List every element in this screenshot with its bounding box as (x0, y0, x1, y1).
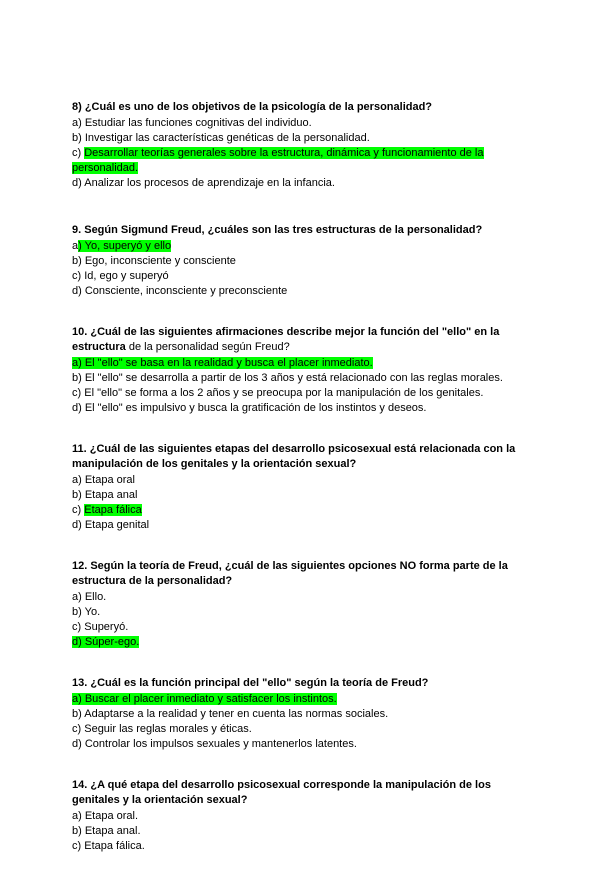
option-text: Etapa fálica. (84, 840, 145, 852)
question-title (72, 676, 532, 691)
option-text: Ego, inconsciente y consciente (84, 255, 236, 267)
answer-option (72, 620, 532, 635)
answer-option-correct (72, 356, 532, 371)
option-prefix: c) (72, 270, 85, 282)
option-prefix: a) (72, 474, 85, 486)
question-title-text: 8) ¿Cuál es uno de los objetivos de la psicología de la personalidad? (72, 101, 433, 113)
option-text: Etapa oral. (84, 810, 139, 822)
answer-option (72, 284, 532, 299)
question-title (72, 325, 532, 355)
highlighted-answer-text: a) El "ello" se basa en la realidad y busca el placer inmediato. (72, 357, 373, 369)
answer-option (72, 839, 532, 854)
question-title-text: 13. ¿Cuál es la función principal del "ello" según la teoría de Freud? (72, 677, 429, 689)
option-prefix: b) (72, 132, 85, 144)
option-text: Estudiar las funciones cognitivas del individuo. (84, 117, 312, 129)
question-title-text: 10. ¿Cuál de las siguientes afirmaciones describe mejor la función del "ello" en la estructura (72, 326, 500, 353)
option-prefix: a (72, 240, 79, 252)
option-text: Controlar los impulsos sexuales y mantenerlos latentes. (84, 738, 357, 750)
option-prefix: a) (72, 117, 85, 129)
option-prefix: b) (72, 606, 85, 618)
option-text: Etapa anal. (84, 825, 141, 837)
option-text: Ello. (84, 591, 107, 603)
question-list (72, 100, 532, 880)
option-text: Consciente, inconsciente y preconsciente (84, 285, 288, 297)
option-prefix: d) (72, 285, 85, 297)
option-prefix: a) (72, 810, 85, 822)
option-prefix: b) (72, 825, 85, 837)
option-prefix: c) (72, 147, 85, 159)
answer-option (72, 401, 532, 416)
option-text: Investigar las características genéticas de la personalidad. (84, 132, 370, 144)
answer-option (72, 473, 532, 488)
option-text: Adaptarse a la realidad y tener en cuenta las normas sociales. (84, 708, 389, 720)
answer-option-correct (72, 692, 532, 707)
question-title-text: 14. ¿A qué etapa del desarrollo psicosexual corresponde la manipulación de los genitales y la orientación sexual? (72, 779, 491, 806)
highlighted-answer-text: d) Súper-ego. (72, 636, 140, 648)
question-block (72, 559, 532, 650)
option-prefix: c) (72, 723, 85, 735)
highlighted-answer-text: ) Yo, superyó y ello (78, 240, 172, 252)
answer-option (72, 131, 532, 146)
question-title (72, 559, 532, 589)
option-text: El "ello" se desarrolla a partir de los 3 años y está relacionado con las reglas morales. (84, 372, 503, 384)
answer-option (72, 176, 532, 191)
answer-option (72, 605, 532, 620)
option-text: Yo. (84, 606, 101, 618)
question-block (72, 223, 532, 299)
question-title-tail: de la personalidad según Freud? (125, 341, 290, 353)
answer-option (72, 590, 532, 605)
question-title (72, 223, 532, 238)
answer-option (72, 737, 532, 752)
option-prefix: d) (72, 738, 85, 750)
option-prefix: a) (72, 591, 85, 603)
answer-option-correct (72, 239, 532, 254)
question-block (72, 442, 532, 533)
option-text: Id, ego y superyó (84, 270, 169, 282)
option-text: Seguir las reglas morales y éticas. (84, 723, 252, 735)
highlighted-answer-text: Desarrollar teorías generales sobre la estructura, dinámica y funcionamiento de la personalidad. (72, 147, 484, 174)
question-block (72, 325, 532, 416)
highlighted-answer-text: Etapa fálica (84, 504, 142, 516)
answer-option (72, 707, 532, 722)
option-prefix: b) (72, 255, 85, 267)
question-title-text: 11. ¿Cuál de las siguientes etapas del desarrollo psicosexual está relacionada con la manipulación de los genitales y la orientación sexual? (72, 443, 516, 470)
answer-option-correct (72, 503, 532, 518)
answer-option (72, 269, 532, 284)
option-prefix: c) (72, 387, 85, 399)
answer-option (72, 824, 532, 839)
answer-option (72, 488, 532, 503)
option-prefix: b) (72, 489, 85, 501)
answer-option-correct (72, 635, 532, 650)
option-prefix: c) (72, 504, 85, 516)
option-text: Analizar los procesos de aprendizaje en la infancia. (84, 177, 335, 189)
question-title (72, 100, 532, 115)
question-block (72, 676, 532, 752)
answer-option (72, 371, 532, 386)
answer-option (72, 254, 532, 269)
question-title-text: 9. Según Sigmund Freud, ¿cuáles son las tres estructuras de la personalidad? (72, 224, 483, 236)
question-title (72, 442, 532, 472)
option-prefix: d) (72, 177, 85, 189)
option-text: Superyó. (84, 621, 129, 633)
answer-option (72, 809, 532, 824)
answer-option (72, 518, 532, 533)
option-text: Etapa anal (84, 489, 138, 501)
option-prefix: c) (72, 840, 85, 852)
answer-option (72, 722, 532, 737)
option-prefix: c) (72, 621, 85, 633)
answer-option-correct (72, 146, 532, 176)
option-prefix: b) (72, 708, 85, 720)
option-text: El "ello" se forma a los 2 años y se preocupa por la manipulación de los genitales. (84, 387, 484, 399)
option-prefix: d) (72, 402, 85, 414)
option-text: El "ello" es impulsivo y busca la gratificación de los instintos y deseos. (84, 402, 427, 414)
option-prefix: d) (72, 519, 85, 531)
question-title-text: 12. Según la teoría de Freud, ¿cuál de las siguientes opciones NO forma parte de la estructura de la personalidad? (72, 560, 508, 587)
question-title (72, 778, 532, 808)
highlighted-answer-text: a) Buscar el placer inmediato y satisfacer los instintos. (72, 693, 337, 705)
answer-option (72, 386, 532, 401)
answer-option (72, 116, 532, 131)
question-block (72, 100, 532, 191)
question-block (72, 778, 532, 854)
option-text: Etapa oral (84, 474, 135, 486)
option-prefix: b) (72, 372, 85, 384)
option-text: Etapa genital (84, 519, 150, 531)
